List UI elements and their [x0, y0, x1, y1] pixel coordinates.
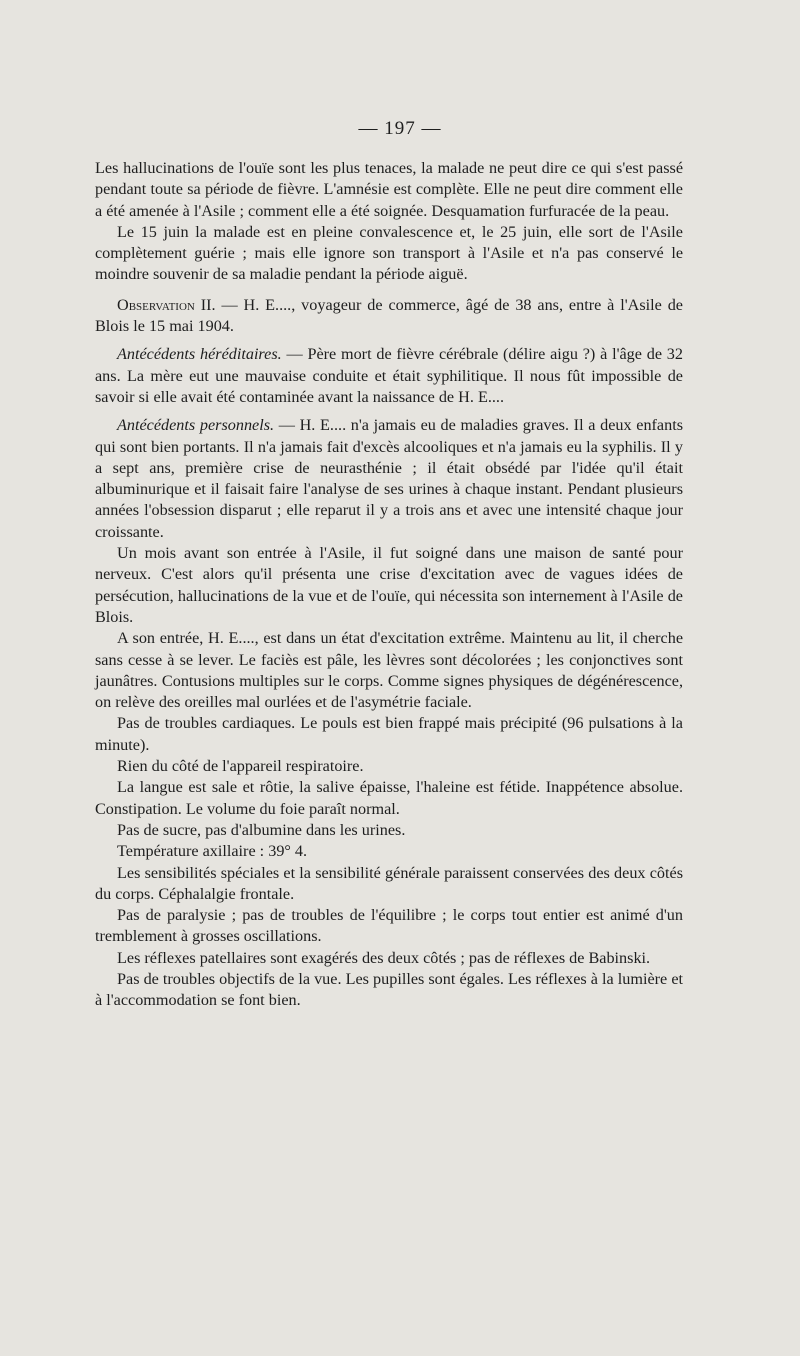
- paragraph-antecedents-hereditaires: [95, 344, 683, 408]
- paragraph-convalescence: Le 15 juin la malade est en pleine convalescence et, le 25 juin, elle sort de l'Asile complètement guérie ; mais elle ignore son transport à l'Asile et n'a pas conservé le moindre souvenir de sa maladie pendant la période aiguë.: [95, 222, 683, 284]
- paragraph-temperature: Température axillaire : 39° 4.: [117, 842, 308, 861]
- antecedents-personnels-text: — H. E.... n'a jamais eu de maladies graves. Il a deux enfants qui sont bien portants. Il n'a jamais fait d'excès alcooliques et n'a jamais eu la syphilis. Il y a sept ans, première crise de neurasthénie ; il était obsédé par l'idée qu'il était albuminurique et il faisait faire l'analyse de ses urines à chaque instant. Pendant plusieurs années l'obsession disparut ; elle reparut il y a trois ans et avec une intensité chaque jour croissante.: [95, 416, 684, 541]
- paragraph-sucre: Pas de sucre, pas d'albumine dans les urines.: [117, 820, 406, 839]
- paragraph-respiratoire: Rien du côté de l'appareil respiratoire.: [117, 757, 364, 776]
- antecedents-hereditaires-text: — Père mort de fièvre cérébrale (délire aigu ?) à l'âge de 32 ans. La mère eut une mauvaise conduite et était syphilitique. Il nous fût impossible de savoir si elle avait été contaminée avant la naissance de H. E....: [95, 345, 683, 406]
- antecedents-hereditaires-label: Antécédents héréditaires.: [117, 345, 282, 364]
- paragraph-observation: [95, 295, 683, 338]
- page-number: — 197 —: [358, 118, 442, 139]
- observation-label: Observation II.: [117, 295, 216, 314]
- observation-text: — H. E...., voyageur de commerce, âgé de 38 ans, entre à l'Asile de Blois le 15 mai 1904.: [95, 295, 683, 336]
- paragraph-paralysie: Pas de paralysie ; pas de troubles de l'équilibre ; le corps tout entier est animé d'un tremblement à grosses oscillations.: [95, 906, 683, 946]
- paragraph-langue: La langue est sale et rôtie, la salive épaisse, l'haleine est fétide. Inappétence absolue. Constipation. Le volume du foie paraît normal.: [95, 778, 683, 818]
- paragraph-reflexes: Les réflexes patellaires sont exagérés des deux côtés ; pas de réflexes de Babinski.: [117, 948, 651, 967]
- paragraph-sensibilites: Les sensibilités spéciales et la sensibilité générale paraissent conservées des deux côtés du corps. Céphalalgie frontale.: [95, 863, 683, 903]
- paragraph-cardiaques: Pas de troubles cardiaques. Le pouls est bien frappé mais précipité (96 pulsations à la minute).: [95, 714, 683, 754]
- paragraph-vue: Pas de troubles objectifs de la vue. Les pupilles sont égales. Les réflexes à la lumière et à l'accommodation se font bien.: [95, 969, 683, 1010]
- paragraph-entree: A son entrée, H. E...., est dans un état d'excitation extrême. Maintenu au lit, il cherche sans cesse à se lever. Le faciès est pâle, les lèvres sont décolorées ; les conjonctives sont jaunâtres. Contusions multiples sur le corps. Comme signes physiques de dégénérescence, on relève des oreilles mal ourlées et de l'asymétrie faciale.: [95, 629, 683, 712]
- antecedents-personnels-label: Antécédents personnels.: [117, 416, 275, 435]
- paragraph-hallucinations: Les hallucinations de l'ouïe sont les plus tenaces, la malade ne peut dire ce qui s'est passé pendant toute sa période de fièvre. L'amnésie est complète. Elle ne peut dire comment elle a été amenée à l'Asile ; comment elle a été soignée. Desquamation furfuracée de la peau.: [95, 159, 683, 220]
- body-text: [95, 158, 683, 1012]
- paragraph-antecedents-personnels: [95, 415, 683, 543]
- paragraph-maison-de-sante: Un mois avant son entrée à l'Asile, il fut soigné dans une maison de santé pour nerveux. C'est alors qu'il présenta une crise d'excitation avec de vagues idées de persécution, hallucinations de la vue et de l'ouïe, qui nécessita son internement à l'Asile de Blois.: [95, 544, 683, 626]
